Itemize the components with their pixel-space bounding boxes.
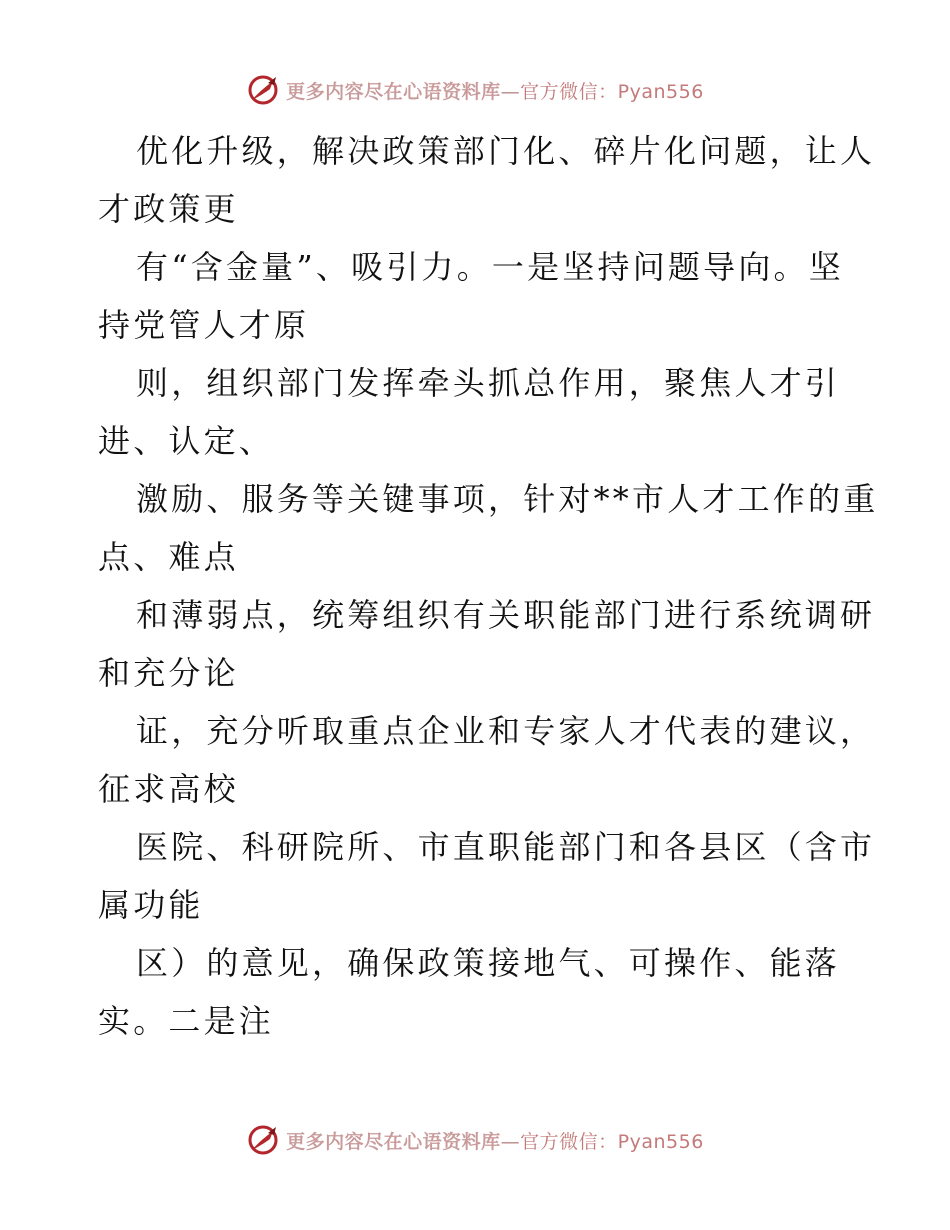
text-line: 激励、服务等关键事项，针对**市人才工作的重 — [136, 480, 879, 518]
text-line: 点、难点 — [98, 538, 239, 576]
text-line: 实。二是注 — [98, 1002, 275, 1040]
footer-site-name: 更多内容尽在心语资料库 — [286, 1130, 501, 1153]
pen-logo-icon — [246, 1123, 280, 1157]
footer-banner-text — [286, 1127, 704, 1154]
header-banner-text — [286, 77, 704, 104]
footer-banner — [0, 1120, 950, 1160]
text-line: 才政策更 — [98, 190, 239, 228]
text-line: 征求高校 — [98, 770, 239, 808]
body-text — [98, 122, 879, 1050]
text-line: 属功能 — [98, 886, 204, 924]
text-line: 区）的意见，确保政策接地气、可操作、能落 — [136, 944, 841, 982]
header-banner — [0, 70, 950, 110]
header-wechat: 官方微信：Pyan556 — [520, 80, 704, 103]
footer-dash: — — [500, 1130, 521, 1153]
text-line: 和薄弱点，统筹组织有关职能部门进行系统调研 — [136, 596, 876, 634]
text-line: 医院、科研院所、市直职能部门和各县区（含市 — [136, 828, 876, 866]
text-line: 持党管人才原 — [98, 306, 310, 344]
text-line: 则，组织部门发挥牵头抓总作用，聚焦人才引 — [136, 364, 841, 402]
header-dash: — — [500, 80, 521, 103]
text-line: 有“含金量”、吸引力。一是坚持问题导向。坚 — [136, 248, 844, 286]
text-line: 证，充分听取重点企业和专家人才代表的建议， — [136, 712, 876, 750]
pen-logo-icon — [246, 73, 280, 107]
text-line: 和充分论 — [98, 654, 239, 692]
text-line: 优化升级，解决政策部门化、碎片化问题，让人 — [136, 132, 876, 170]
text-line: 进、认定、 — [98, 422, 275, 460]
header-site-name: 更多内容尽在心语资料库 — [286, 80, 501, 103]
footer-wechat: 官方微信：Pyan556 — [520, 1130, 704, 1153]
